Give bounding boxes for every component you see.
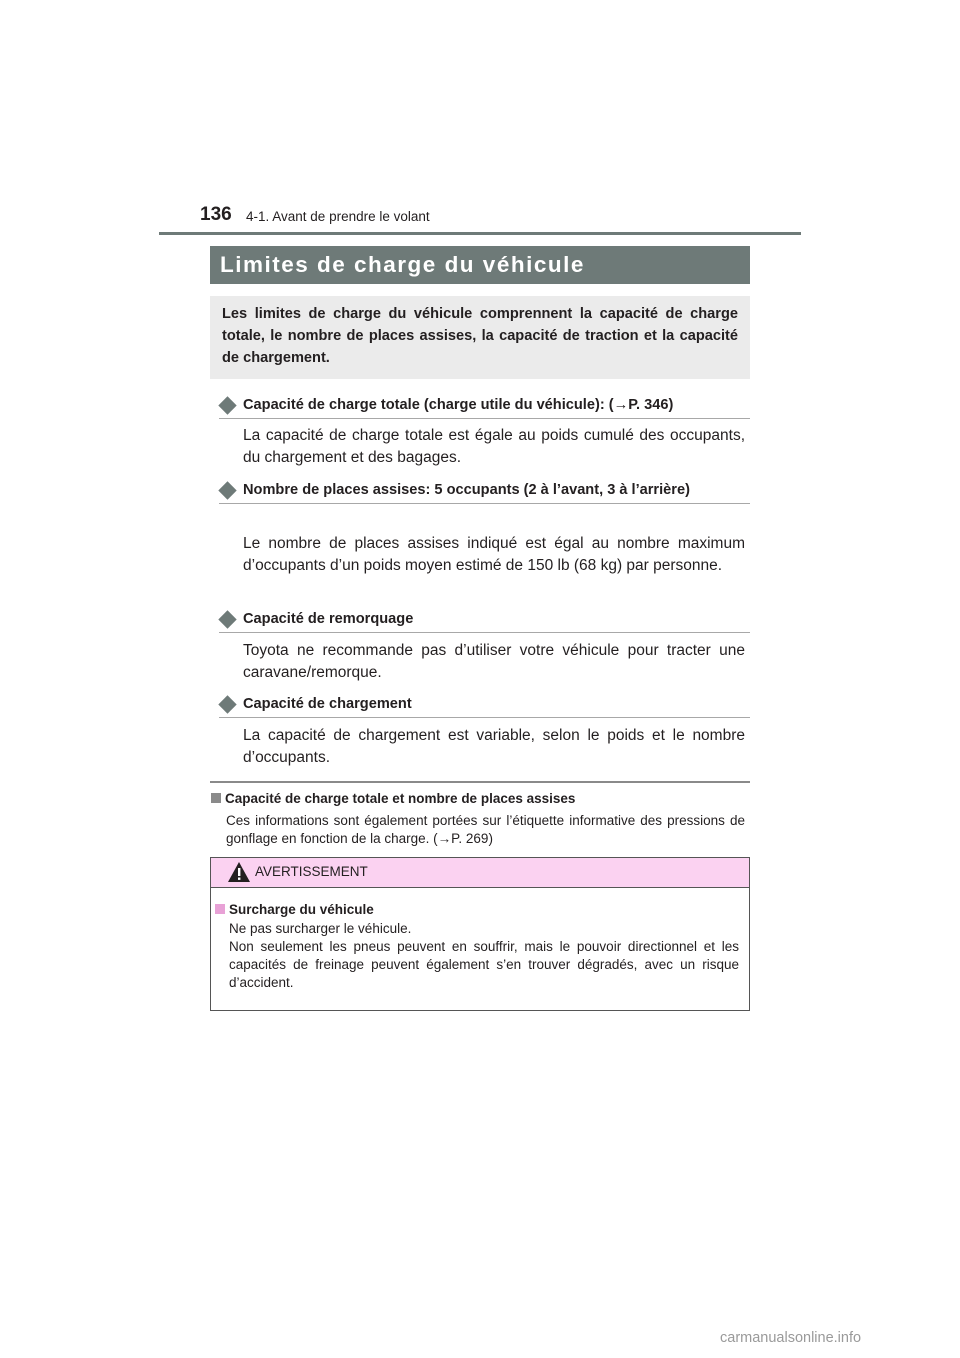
item-heading-charge-totale	[219, 394, 750, 419]
square-bullet-icon	[211, 793, 221, 803]
note-heading	[211, 791, 575, 806]
item-heading-text: Nombre de places assises: 5 occupants (2 à l’avant, 3 à l’arrière)	[243, 482, 690, 498]
page-number: 136	[200, 204, 232, 225]
item-heading-remorquage	[219, 608, 750, 633]
warning-header	[211, 858, 749, 888]
item-heading-text: Capacité de chargement	[243, 696, 412, 712]
item-heading-chargement	[219, 693, 750, 718]
warning-subheading	[215, 902, 374, 917]
warning-line: Non seulement les pneus peuvent en souffrir, mais le pouvoir directionnel et les capacités de freinage peuvent également s’en trouver dégradés, avec un risque d’accident.	[229, 939, 739, 990]
diamond-bullet-icon	[218, 396, 236, 414]
item-text-charge-totale: La capacité de charge totale est égale au poids cumulé des occupants, du chargement et des bagages.	[243, 427, 745, 466]
item-heading-places-assises	[219, 479, 750, 504]
item-heading-text: Capacité de charge totale (charge utile du véhicule): (→P. 346)	[243, 397, 674, 413]
diamond-bullet-icon	[218, 695, 236, 713]
running-head: 4-1. Avant de prendre le volant	[246, 209, 430, 224]
warning-box	[210, 857, 750, 1011]
header-rule	[159, 232, 801, 235]
diamond-bullet-icon	[218, 610, 236, 628]
warning-triangle-icon	[227, 861, 251, 883]
warning-title: AVERTISSEMENT	[255, 864, 368, 879]
warning-line: Ne pas surcharger le véhicule.	[229, 921, 412, 936]
note-heading-text: Capacité de charge totale et nombre de places assises	[225, 791, 576, 806]
diamond-bullet-icon	[218, 481, 236, 499]
intro-box: Les limites de charge du véhicule comprennent la capacité de charge totale, le nombre de places assises, la capacité de traction et la capacité de chargement.	[210, 296, 750, 379]
square-bullet-icon	[215, 904, 225, 914]
item-text-remorquage: Toyota ne recommande pas d’utiliser votre véhicule pour tracter une caravane/remorque.	[243, 642, 745, 681]
section-divider	[210, 781, 750, 783]
warning-subheading-text: Surcharge du véhicule	[229, 902, 374, 917]
note-text: Ces informations sont également portées sur l’étiquette informative des pressions de gonflage en fonction de la charge. (→P. 269)	[226, 813, 745, 846]
item-heading-text: Capacité de remorquage	[243, 611, 414, 627]
watermark: carmanualsonline.info	[720, 1330, 862, 1346]
section-title: Limites de charge du véhicule	[210, 246, 750, 284]
item-text-places-assises: Le nombre de places assises indiqué est égal au nombre maximum d’occupants d’un poids moyen estimé de 150 lb (68 kg) par personne.	[243, 535, 745, 574]
warning-text	[229, 920, 739, 992]
item-text-chargement: La capacité de chargement est variable, selon le poids et le nombre d’occupants.	[243, 727, 745, 766]
